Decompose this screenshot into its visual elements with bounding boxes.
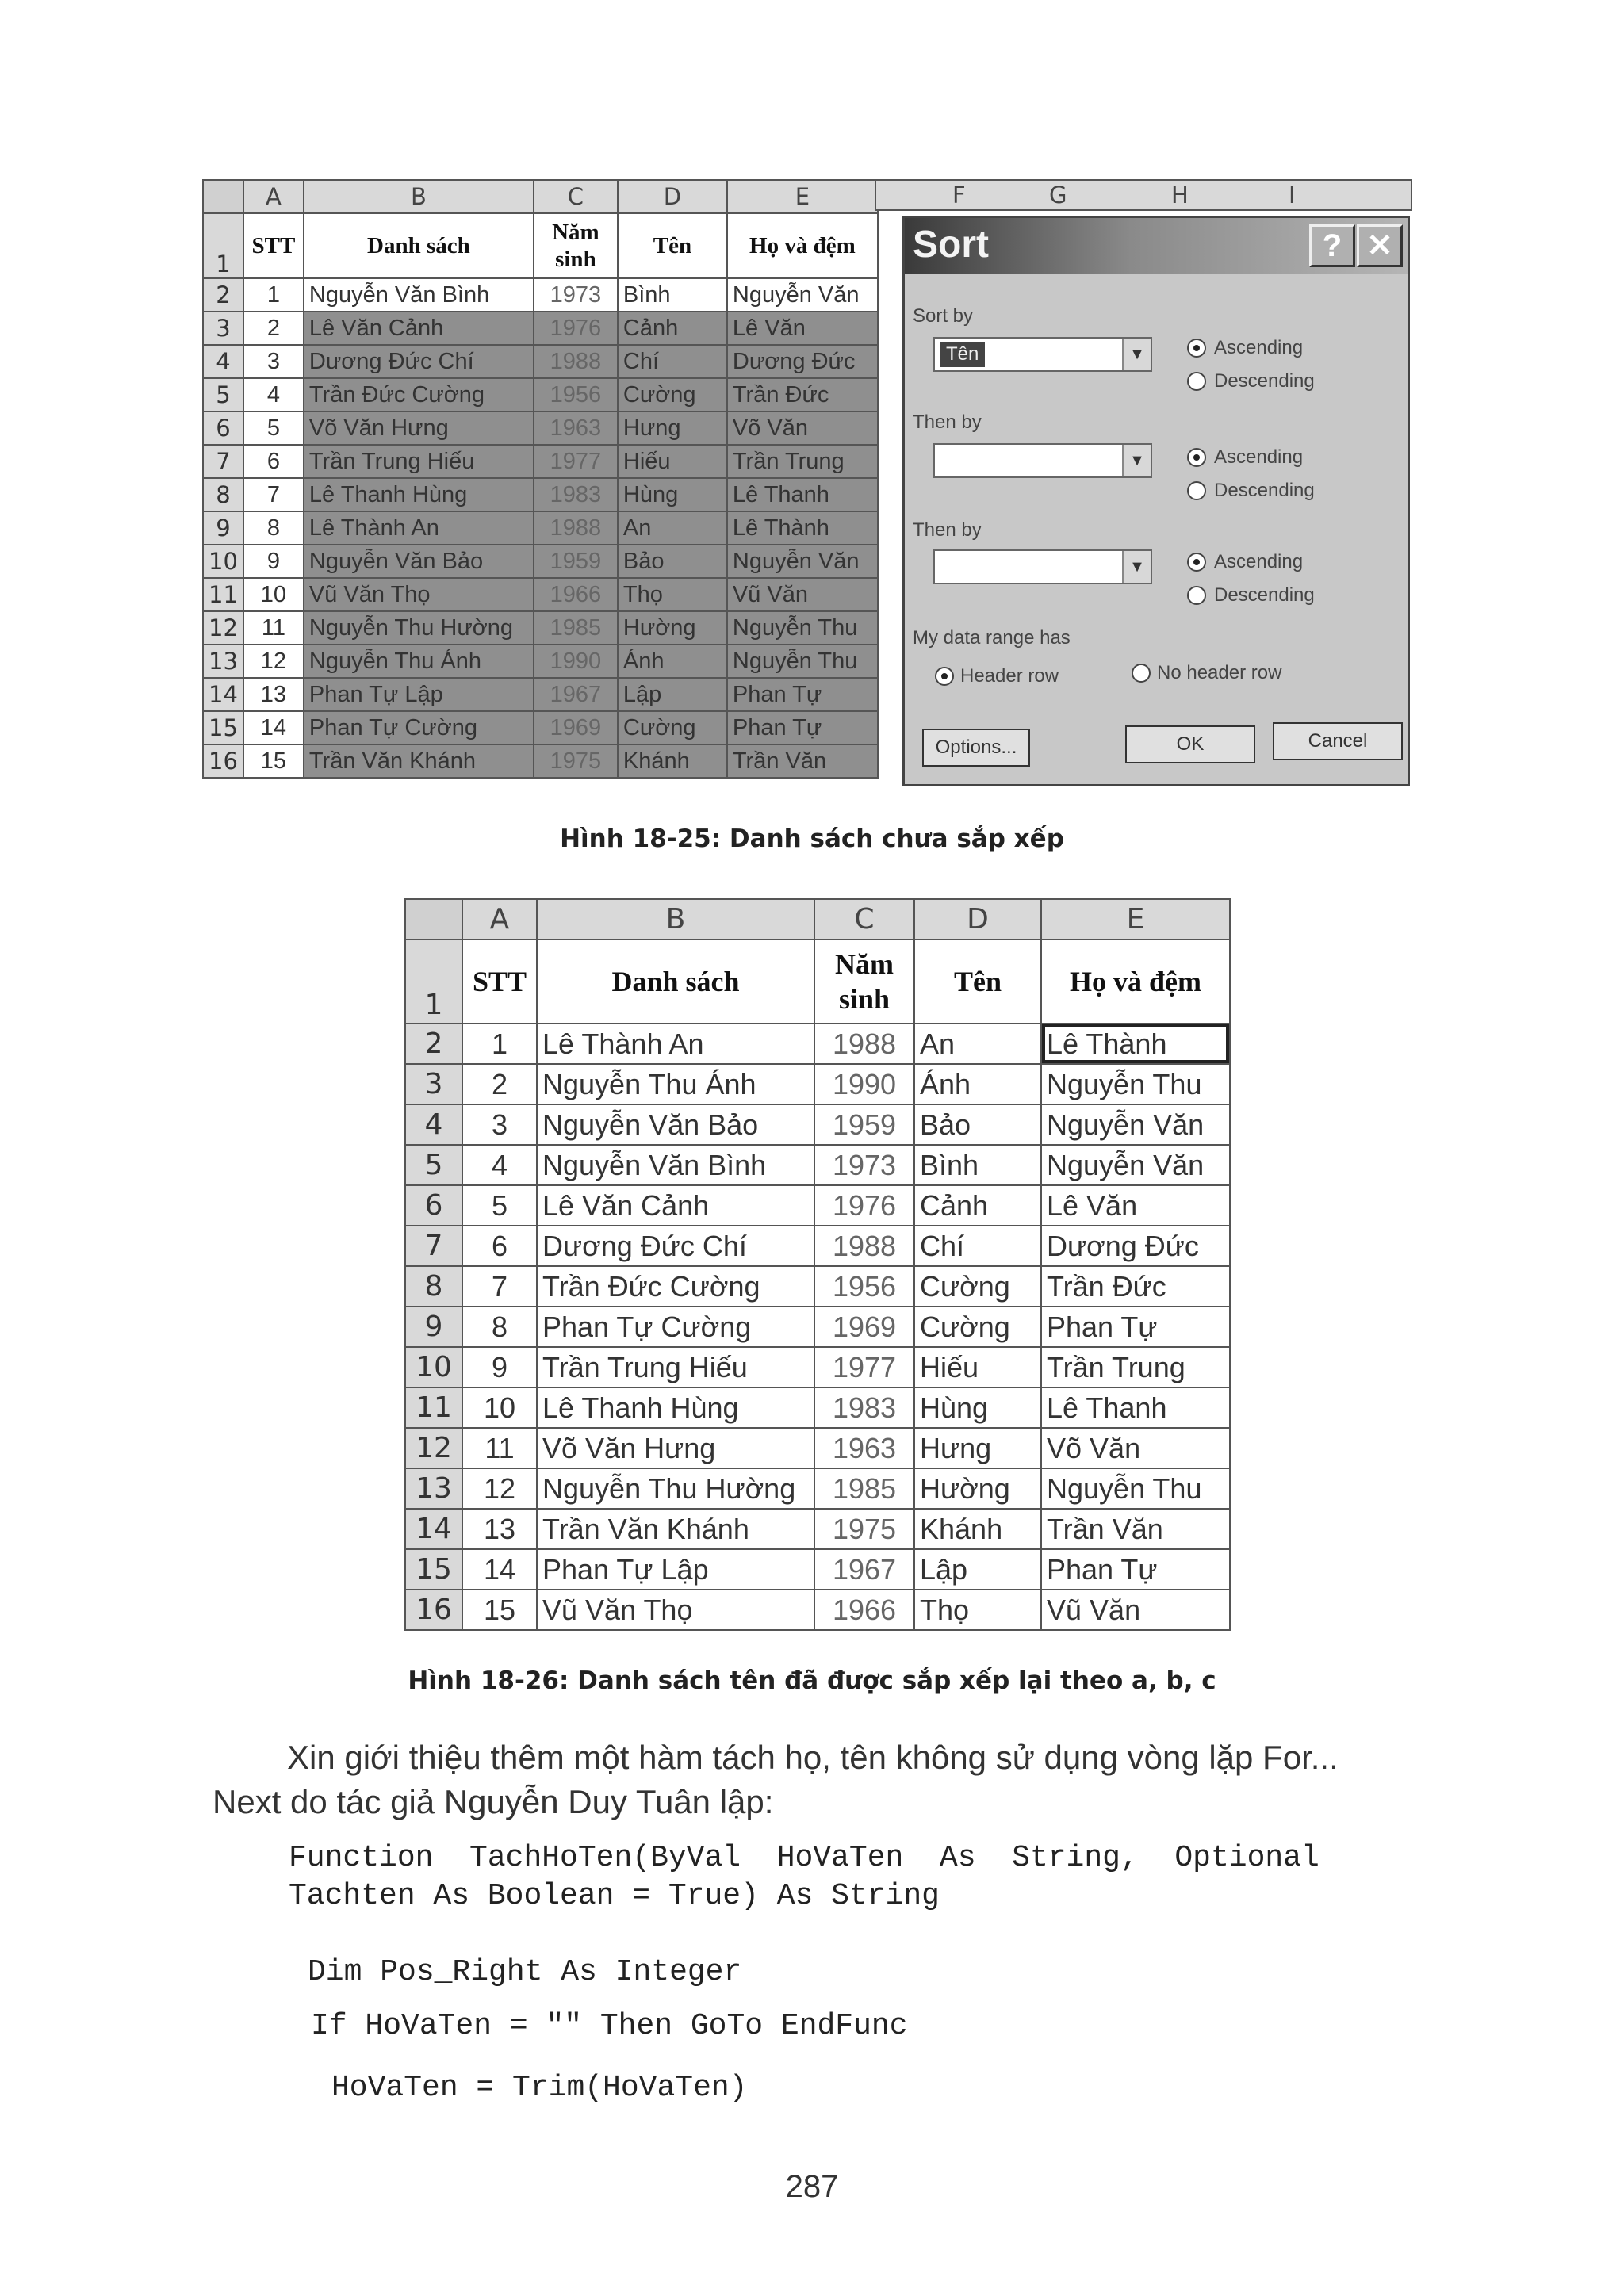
ho-dem-cell[interactable]: Nguyễn Thu	[1041, 1468, 1230, 1509]
ho-dem-cell[interactable]: Phan Tự	[1041, 1307, 1230, 1347]
year-cell[interactable]: 1967	[814, 1549, 914, 1590]
ho-dem-cell[interactable]: Trần Đức	[1041, 1266, 1230, 1307]
table-row	[405, 1468, 1230, 1509]
row-header[interactable]: 13	[203, 645, 243, 678]
name-cell[interactable]: Nguyễn Thu Hường	[537, 1468, 814, 1509]
then-by-2-ascending-radio[interactable]	[1187, 553, 1206, 572]
column-header-c[interactable]: C	[534, 180, 618, 213]
page-number: 287	[785, 2169, 839, 2204]
sort-by-ascending-radio[interactable]	[1187, 339, 1206, 358]
name-cell[interactable]: Nguyễn Văn Bình	[537, 1145, 814, 1185]
header-row-radio[interactable]	[935, 667, 954, 686]
stt-cell[interactable]: 8	[243, 511, 304, 545]
code-line-3: Dim Pos_Right As Integer	[308, 1955, 742, 1989]
then-by-select-2[interactable]	[933, 549, 1152, 584]
figure-1-caption: Hình 18-25: Danh sách chưa sắp xếp	[560, 825, 1064, 853]
then-by-ascending-label[interactable]: Ascending	[1214, 446, 1304, 468]
row-header[interactable]: 1	[405, 939, 462, 1024]
column-header-row	[405, 899, 1230, 939]
row-header[interactable]: 1	[203, 213, 243, 278]
danh-sach-header[interactable]: Danh sách	[304, 213, 534, 278]
column-header-e[interactable]: E	[727, 180, 878, 213]
then-by-select[interactable]	[933, 443, 1152, 478]
ho-dem-cell[interactable]: Trần Văn	[727, 744, 878, 778]
ho-dem-cell[interactable]: Lê Văn	[1041, 1185, 1230, 1226]
column-header-e[interactable]: E	[1041, 899, 1230, 939]
corner-cell[interactable]	[203, 180, 243, 213]
row-header[interactable]: 6	[203, 411, 243, 445]
ten-cell[interactable]: Lập	[618, 678, 727, 711]
stt-cell[interactable]: 11	[243, 611, 304, 645]
ten-cell[interactable]: Ánh	[914, 1064, 1041, 1104]
ten-cell[interactable]: Thọ	[914, 1590, 1041, 1630]
year-cell[interactable]: 1975	[534, 744, 618, 778]
ten-cell[interactable]: Hưng	[914, 1428, 1041, 1468]
row-header[interactable]: 11	[203, 578, 243, 611]
ten-cell[interactable]: Ánh	[618, 645, 727, 678]
stt-cell[interactable]: 9	[243, 545, 304, 578]
then-by-label: Then by	[913, 411, 982, 433]
ho-dem-header[interactable]: Họ và đệm	[727, 213, 878, 278]
column-header-b[interactable]: B	[537, 899, 814, 939]
stt-cell[interactable]: 11	[462, 1428, 537, 1468]
ho-dem-cell[interactable]: Trần Đức	[727, 378, 878, 411]
code-line-2: Tachten As Boolean = True) As String	[289, 1879, 940, 1913]
year-cell[interactable]: 1969	[534, 711, 618, 744]
then-by-2-descending-radio[interactable]	[1187, 586, 1206, 605]
row-header[interactable]: 12	[203, 611, 243, 645]
year-cell[interactable]: 1973	[534, 278, 618, 312]
stt-cell[interactable]: 9	[462, 1347, 537, 1387]
row-header[interactable]: 11	[405, 1387, 462, 1428]
table-row	[203, 478, 878, 511]
ho-dem-cell[interactable]: Nguyễn Văn	[1041, 1145, 1230, 1185]
ho-dem-header[interactable]: Họ và đệm	[1041, 939, 1230, 1024]
row-header[interactable]: 9	[405, 1307, 462, 1347]
table-row	[203, 545, 878, 578]
code-line-4: If HoVaTen = "" Then GoTo EndFunc	[311, 2009, 908, 2043]
no-header-row-label[interactable]: No header row	[1157, 662, 1282, 683]
stt-cell[interactable]: 10	[243, 578, 304, 611]
ten-cell[interactable]: Khánh	[914, 1509, 1041, 1549]
ten-cell[interactable]: Chí	[618, 345, 727, 378]
header-row	[203, 213, 878, 278]
year-cell[interactable]: 1977	[534, 445, 618, 478]
stt-cell[interactable]: 2	[462, 1064, 537, 1104]
sort-by-ascending-label[interactable]: Ascending	[1214, 337, 1304, 358]
year-cell[interactable]: 1967	[534, 678, 618, 711]
ten-cell[interactable]: An	[618, 511, 727, 545]
name-cell[interactable]: Phan Tự Lập	[537, 1549, 814, 1590]
row-header[interactable]: 16	[203, 744, 243, 778]
name-cell[interactable]: Võ Văn Hưng	[537, 1428, 814, 1468]
ten-cell[interactable]: Khánh	[618, 744, 727, 778]
intro-paragraph-line-1: Xin giới thiệu thêm một hàm tách họ, tên không sử dụng vòng lặp For...	[287, 1739, 1339, 1776]
year-cell[interactable]: 1976	[534, 312, 618, 345]
year-cell[interactable]: 1988	[814, 1226, 914, 1266]
row-header[interactable]: 2	[203, 278, 243, 312]
ho-dem-cell[interactable]: Lê Thành	[1041, 1024, 1230, 1064]
column-header-d[interactable]: D	[914, 899, 1041, 939]
year-cell[interactable]: 1975	[814, 1509, 914, 1549]
year-cell[interactable]: 1956	[534, 378, 618, 411]
ten-cell[interactable]: Bình	[618, 278, 727, 312]
row-header[interactable]: 8	[405, 1266, 462, 1307]
ten-cell[interactable]: Cường	[618, 378, 727, 411]
row-header[interactable]: 2	[405, 1024, 462, 1064]
row-header[interactable]: 13	[405, 1468, 462, 1509]
ho-dem-cell[interactable]: Lê Thành	[727, 511, 878, 545]
ten-header[interactable]: Tên	[618, 213, 727, 278]
figure-2-caption: Hình 18-26: Danh sách tên đã được sắp xếp lại theo a, b, c	[408, 1667, 1216, 1695]
column-header-strip	[875, 179, 1412, 211]
year-cell[interactable]: 1963	[534, 411, 618, 445]
table-row	[405, 1145, 1230, 1185]
name-cell[interactable]: Lê Thành An	[304, 511, 534, 545]
table-row	[405, 1307, 1230, 1347]
ho-dem-cell[interactable]: Trần Trung	[1041, 1347, 1230, 1387]
options-button[interactable]: Options...	[922, 729, 1030, 767]
ho-dem-cell[interactable]: Lê Thanh	[1041, 1387, 1230, 1428]
name-cell[interactable]: Lê Thành An	[537, 1024, 814, 1064]
then-by-descending-label[interactable]: Descending	[1214, 480, 1315, 501]
row-header[interactable]: 8	[203, 478, 243, 511]
ten-cell[interactable]: Bảo	[914, 1104, 1041, 1145]
year-cell[interactable]: 1988	[534, 345, 618, 378]
row-header[interactable]: 6	[405, 1185, 462, 1226]
data-range-label: My data range has	[913, 627, 1071, 649]
nam-sinh-header[interactable]: Năm sinh	[534, 213, 618, 278]
ten-cell[interactable]: Chí	[914, 1226, 1041, 1266]
stt-cell[interactable]: 6	[243, 445, 304, 478]
stt-cell[interactable]: 10	[462, 1387, 537, 1428]
sorted-spreadsheet	[404, 898, 1231, 1631]
ho-dem-cell[interactable]: Nguyễn Thu	[727, 611, 878, 645]
table-row	[405, 1226, 1230, 1266]
column-header-c[interactable]: C	[814, 899, 914, 939]
stt-cell[interactable]: 1	[243, 278, 304, 312]
ho-dem-cell[interactable]: Lê Thanh	[727, 478, 878, 511]
ho-dem-cell[interactable]: Phan Tự	[1041, 1549, 1230, 1590]
dialog-title: Sort	[913, 224, 989, 266]
table-row	[405, 1387, 1230, 1428]
ten-cell[interactable]: Cường	[914, 1266, 1041, 1307]
name-cell[interactable]: Nguyễn Văn Bình	[304, 278, 534, 312]
stt-cell[interactable]: 7	[243, 478, 304, 511]
corner-cell[interactable]	[405, 899, 462, 939]
sort-by-descending-label[interactable]: Descending	[1214, 370, 1315, 392]
table-row	[405, 1428, 1230, 1468]
name-cell[interactable]: Trần Văn Khánh	[537, 1509, 814, 1549]
ten-cell[interactable]: Lập	[914, 1549, 1041, 1590]
stt-cell[interactable]: 3	[243, 345, 304, 378]
ten-cell[interactable]: Hường	[914, 1468, 1041, 1509]
row-header[interactable]: 4	[405, 1104, 462, 1145]
row-header[interactable]: 5	[203, 378, 243, 411]
ho-dem-cell[interactable]: Nguyễn Thu	[727, 645, 878, 678]
then-by-ascending-radio[interactable]	[1187, 448, 1206, 467]
name-cell[interactable]: Trần Đức Cường	[304, 378, 534, 411]
row-header[interactable]: 7	[203, 445, 243, 478]
table-row	[203, 678, 878, 711]
column-header-a[interactable]: A	[243, 180, 304, 213]
ten-cell[interactable]: Cảnh	[914, 1185, 1041, 1226]
stt-cell[interactable]: 1	[462, 1024, 537, 1064]
code-line-1: Function TachHoTen(ByVal HoVaTen As String, Optional	[289, 1841, 1320, 1875]
stt-cell[interactable]: 15	[462, 1590, 537, 1630]
unsorted-spreadsheet	[202, 179, 879, 779]
year-cell[interactable]: 1959	[534, 545, 618, 578]
column-header-h[interactable]: H	[1171, 182, 1189, 209]
then-by-label-2: Then by	[913, 519, 982, 541]
ho-dem-cell[interactable]: Vũ Văn	[1041, 1590, 1230, 1630]
ho-dem-cell[interactable]: Dương Đức	[1041, 1226, 1230, 1266]
name-cell[interactable]: Lê Văn Cảnh	[304, 312, 534, 345]
name-cell[interactable]: Trần Văn Khánh	[304, 744, 534, 778]
name-cell[interactable]: Phan Tự Cường	[304, 711, 534, 744]
stt-cell[interactable]: 12	[243, 645, 304, 678]
sort-dialog	[902, 216, 1410, 786]
table-row	[203, 312, 878, 345]
stt-header[interactable]: STT	[243, 213, 304, 278]
table-row	[405, 1590, 1230, 1630]
ten-cell[interactable]: Hiếu	[618, 445, 727, 478]
name-cell[interactable]: Vũ Văn Thọ	[304, 578, 534, 611]
ho-dem-cell[interactable]: Phan Tự	[727, 678, 878, 711]
ho-dem-cell[interactable]: Phan Tự	[727, 711, 878, 744]
code-line-5: HoVaTen = Trim(HoVaTen)	[331, 2071, 748, 2105]
row-header[interactable]: 9	[203, 511, 243, 545]
danh-sach-header[interactable]: Danh sách	[537, 939, 814, 1024]
column-header-d[interactable]: D	[618, 180, 727, 213]
name-cell[interactable]: Lê Thanh Hùng	[537, 1387, 814, 1428]
ho-dem-cell[interactable]: Nguyễn Văn	[727, 545, 878, 578]
table-row	[203, 511, 878, 545]
table-row	[405, 1064, 1230, 1104]
table-row	[203, 611, 878, 645]
ten-cell[interactable]: Cảnh	[618, 312, 727, 345]
row-header[interactable]: 15	[405, 1549, 462, 1590]
name-cell[interactable]: Vũ Văn Thọ	[537, 1590, 814, 1630]
table-row	[203, 645, 878, 678]
name-cell[interactable]: Võ Văn Hưng	[304, 411, 534, 445]
name-cell[interactable]: Phan Tự Cường	[537, 1307, 814, 1347]
row-header[interactable]: 15	[203, 711, 243, 744]
year-cell[interactable]: 1985	[534, 611, 618, 645]
help-button[interactable]: ?	[1309, 224, 1355, 267]
header-row	[405, 939, 1230, 1024]
table-row	[203, 278, 878, 312]
year-cell[interactable]: 1983	[534, 478, 618, 511]
stt-cell[interactable]: 5	[243, 411, 304, 445]
row-header[interactable]: 14	[203, 678, 243, 711]
stt-cell[interactable]: 3	[462, 1104, 537, 1145]
name-cell[interactable]: Nguyễn Thu Hường	[304, 611, 534, 645]
table-row	[405, 1347, 1230, 1387]
no-header-row-radio[interactable]	[1132, 664, 1151, 683]
year-cell[interactable]: 1959	[814, 1104, 914, 1145]
stt-cell[interactable]: 2	[243, 312, 304, 345]
row-header[interactable]: 4	[203, 345, 243, 378]
row-header[interactable]: 10	[405, 1347, 462, 1387]
stt-cell[interactable]: 14	[243, 711, 304, 744]
row-header[interactable]: 5	[405, 1145, 462, 1185]
year-cell[interactable]: 1973	[814, 1145, 914, 1185]
ho-dem-cell[interactable]: Võ Văn	[727, 411, 878, 445]
row-header[interactable]: 16	[405, 1590, 462, 1630]
table-row	[203, 378, 878, 411]
ho-dem-cell[interactable]: Nguyễn Văn	[727, 278, 878, 312]
sort-by-select[interactable]	[933, 337, 1152, 372]
name-cell[interactable]: Lê Thanh Hùng	[304, 478, 534, 511]
stt-cell[interactable]: 4	[462, 1145, 537, 1185]
sort-by-descending-radio[interactable]	[1187, 372, 1206, 391]
table-row	[203, 445, 878, 478]
sort-by-label: Sort by	[913, 305, 974, 327]
ho-dem-cell[interactable]: Võ Văn	[1041, 1428, 1230, 1468]
column-header-b[interactable]: B	[304, 180, 534, 213]
year-cell[interactable]: 1966	[534, 578, 618, 611]
ho-dem-cell[interactable]: Nguyễn Văn	[1041, 1104, 1230, 1145]
year-cell[interactable]: 1977	[814, 1347, 914, 1387]
year-cell[interactable]: 1988	[534, 511, 618, 545]
stt-cell[interactable]: 13	[462, 1509, 537, 1549]
ho-dem-cell[interactable]: Lê Văn	[727, 312, 878, 345]
year-cell[interactable]: 1956	[814, 1266, 914, 1307]
name-cell[interactable]: Nguyễn Thu Ánh	[304, 645, 534, 678]
row-header[interactable]: 14	[405, 1509, 462, 1549]
header-row-label[interactable]: Header row	[960, 665, 1059, 687]
table-row	[203, 578, 878, 611]
stt-cell[interactable]: 14	[462, 1549, 537, 1590]
name-cell[interactable]: Nguyễn Thu Ánh	[537, 1064, 814, 1104]
row-header[interactable]: 3	[405, 1064, 462, 1104]
ho-dem-cell[interactable]: Trần Văn	[1041, 1509, 1230, 1549]
ten-cell[interactable]: Cường	[618, 711, 727, 744]
ten-cell[interactable]: Hưng	[618, 411, 727, 445]
stt-header[interactable]: STT	[462, 939, 537, 1024]
name-cell[interactable]: Phan Tự Lập	[304, 678, 534, 711]
table-row	[405, 1024, 1230, 1064]
name-cell[interactable]: Trần Trung Hiếu	[537, 1347, 814, 1387]
ten-cell[interactable]: Bảo	[618, 545, 727, 578]
cancel-button[interactable]: Cancel	[1273, 722, 1403, 760]
ho-dem-cell[interactable]: Trần Trung	[727, 445, 878, 478]
column-header-f[interactable]: F	[952, 182, 966, 209]
chevron-down-icon[interactable]: ▼	[1122, 445, 1151, 476]
column-header-g[interactable]: G	[1049, 182, 1067, 209]
table-row	[405, 1104, 1230, 1145]
stt-cell[interactable]: 8	[462, 1307, 537, 1347]
column-header-a[interactable]: A	[462, 899, 537, 939]
stt-cell[interactable]: 7	[462, 1266, 537, 1307]
ten-cell[interactable]: Hùng	[914, 1387, 1041, 1428]
ho-dem-cell[interactable]: Vũ Văn	[727, 578, 878, 611]
stt-cell[interactable]: 12	[462, 1468, 537, 1509]
stt-cell[interactable]: 5	[462, 1185, 537, 1226]
stt-cell[interactable]: 4	[243, 378, 304, 411]
row-header[interactable]: 3	[203, 312, 243, 345]
intro-paragraph-line-2: Next do tác giả Nguyễn Duy Tuân lập:	[213, 1783, 774, 1820]
year-cell[interactable]: 1990	[814, 1064, 914, 1104]
name-cell[interactable]: Trần Trung Hiếu	[304, 445, 534, 478]
row-header[interactable]: 12	[405, 1428, 462, 1468]
stt-cell[interactable]: 15	[243, 744, 304, 778]
column-header-row	[203, 180, 878, 213]
then-by-2-ascending-label[interactable]: Ascending	[1214, 551, 1304, 572]
table-row	[405, 1509, 1230, 1549]
ho-dem-cell[interactable]: Nguyễn Thu	[1041, 1064, 1230, 1104]
year-cell[interactable]: 1969	[814, 1307, 914, 1347]
sort-by-value: Tên	[940, 342, 985, 367]
table-row	[203, 411, 878, 445]
chevron-down-icon[interactable]: ▼	[1122, 339, 1151, 370]
chevron-down-icon[interactable]: ▼	[1122, 551, 1151, 583]
stt-cell[interactable]: 13	[243, 678, 304, 711]
year-cell[interactable]: 1976	[814, 1185, 914, 1226]
ten-cell[interactable]: Bình	[914, 1145, 1041, 1185]
table-row	[405, 1549, 1230, 1590]
name-cell[interactable]: Trần Đức Cường	[537, 1266, 814, 1307]
ten-cell[interactable]: Thọ	[618, 578, 727, 611]
then-by-2-descending-label[interactable]: Descending	[1214, 584, 1315, 606]
nam-sinh-header[interactable]: Năm sinh	[814, 939, 914, 1024]
ok-button[interactable]: OK	[1125, 725, 1255, 763]
ten-cell[interactable]: Hùng	[618, 478, 727, 511]
table-row	[405, 1266, 1230, 1307]
ten-cell[interactable]: Hiếu	[914, 1347, 1041, 1387]
ten-cell[interactable]: Hường	[618, 611, 727, 645]
name-cell[interactable]: Dương Đức Chí	[304, 345, 534, 378]
table-row	[203, 744, 878, 778]
column-header-i[interactable]: I	[1289, 182, 1296, 209]
table-row	[405, 1185, 1230, 1226]
close-button[interactable]: ✕	[1357, 224, 1403, 267]
table-row	[203, 345, 878, 378]
year-cell[interactable]: 1966	[814, 1590, 914, 1630]
stt-cell[interactable]: 6	[462, 1226, 537, 1266]
then-by-descending-radio[interactable]	[1187, 481, 1206, 500]
name-cell[interactable]: Nguyễn Văn Bảo	[304, 545, 534, 578]
name-cell[interactable]: Dương Đức Chí	[537, 1226, 814, 1266]
ho-dem-cell[interactable]: Dương Đức	[727, 345, 878, 378]
table-row	[203, 711, 878, 744]
name-cell[interactable]: Nguyễn Văn Bảo	[537, 1104, 814, 1145]
ten-cell[interactable]: An	[914, 1024, 1041, 1064]
row-header[interactable]: 10	[203, 545, 243, 578]
year-cell[interactable]: 1983	[814, 1387, 914, 1428]
year-cell[interactable]: 1990	[534, 645, 618, 678]
year-cell[interactable]: 1988	[814, 1024, 914, 1064]
dialog-title-bar[interactable]	[905, 218, 1408, 274]
ten-header[interactable]: Tên	[914, 939, 1041, 1024]
name-cell[interactable]: Lê Văn Cảnh	[537, 1185, 814, 1226]
ten-cell[interactable]: Cường	[914, 1307, 1041, 1347]
year-cell[interactable]: 1963	[814, 1428, 914, 1468]
year-cell[interactable]: 1985	[814, 1468, 914, 1509]
row-header[interactable]: 7	[405, 1226, 462, 1266]
